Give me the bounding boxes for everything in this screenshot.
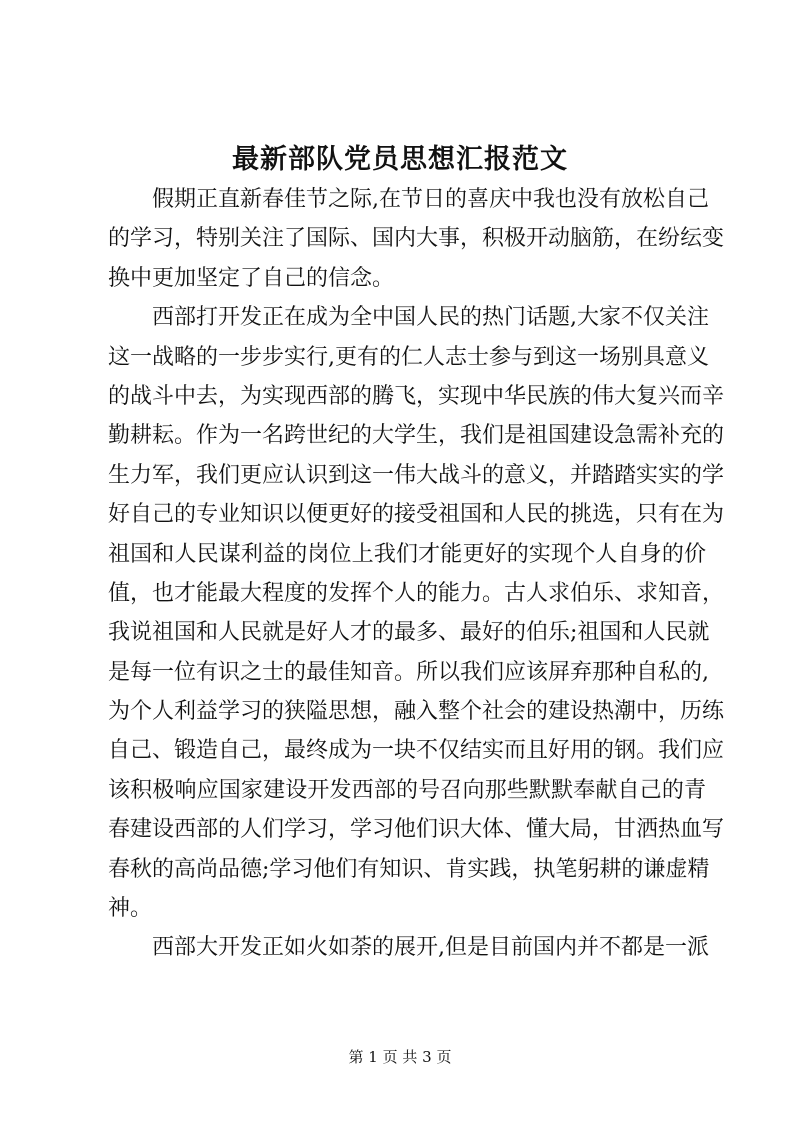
text-line: 该积极响应国家建设开发西部的号召向那些默默奉献自己的青 xyxy=(108,777,706,803)
text-line: 祖国和人民谋利益的岗位上我们才能更好的实现个人自身的价 xyxy=(108,541,706,567)
document-body xyxy=(108,180,725,968)
text-line: 假期正直新春佳节之际,在节日的喜庆中我也没有放松自己 xyxy=(152,187,709,212)
text-line: 西部打开发正在成为全中国人民的热门话题,大家不仅关注 xyxy=(152,305,709,331)
document-title: 最新部队党员思想汇报范文 xyxy=(232,144,568,175)
text-line: 生力军，我们更应认识到这一伟大战斗的意义，并踏踏实实的学 xyxy=(108,462,725,488)
text-line: 勤耕耘。作为一名跨世纪的大学生，我们是祖国建设急需补充的 xyxy=(108,423,725,449)
paragraph-1 xyxy=(108,180,725,298)
text-line: 西部大开发正如火如荼的展开,但是目前国内并不都是一派 xyxy=(152,935,709,961)
page-number-footer: 第 1 页 共 3 页 xyxy=(348,1048,452,1066)
paragraph-2 xyxy=(108,298,725,928)
paragraph-3 xyxy=(108,928,709,967)
text-line: 春秋的高尚品德;学习他们有知识、肯实践，执笔躬耕的谦虚精 xyxy=(108,856,710,882)
text-line: 好自己的专业知识以便更好的接受祖国和人民的挑选，只有在为 xyxy=(108,502,725,528)
text-line: 春建设西部的人们学习，学习他们识大体、懂大局，甘洒热血写 xyxy=(108,817,725,843)
text-line: 神。 xyxy=(108,896,153,922)
text-line: 换中更加坚定了自己的信念。 xyxy=(108,265,395,291)
text-line: 这一战略的一步步实行,更有的仁人志士参与到这一场别具意义 xyxy=(108,344,709,370)
text-line: 的战斗中去，为实现西部的腾飞，实现中华民族的伟大复兴而辛 xyxy=(108,383,725,409)
text-line: 我说祖国和人民就是好人才的最多、最好的伯乐;祖国和人民就 xyxy=(108,620,710,646)
text-line: 的学习，特别关注了国际、国内大事，积极开动脑筋，在纷纭变 xyxy=(108,226,725,252)
text-line: 自己、锻造自己，最终成为一块不仅结实而且好用的钢。我们应 xyxy=(108,738,725,764)
text-line: 为个人利益学习的狭隘思想，融入整个社会的建设热潮中，历练 xyxy=(108,699,725,725)
text-line: 值，也才能最大程度的发挥个人的能力。古人求伯乐、求知音， xyxy=(108,580,725,606)
text-line: 是每一位有识之士的最佳知音。所以我们应该屏弃那种自私的, xyxy=(108,659,709,685)
